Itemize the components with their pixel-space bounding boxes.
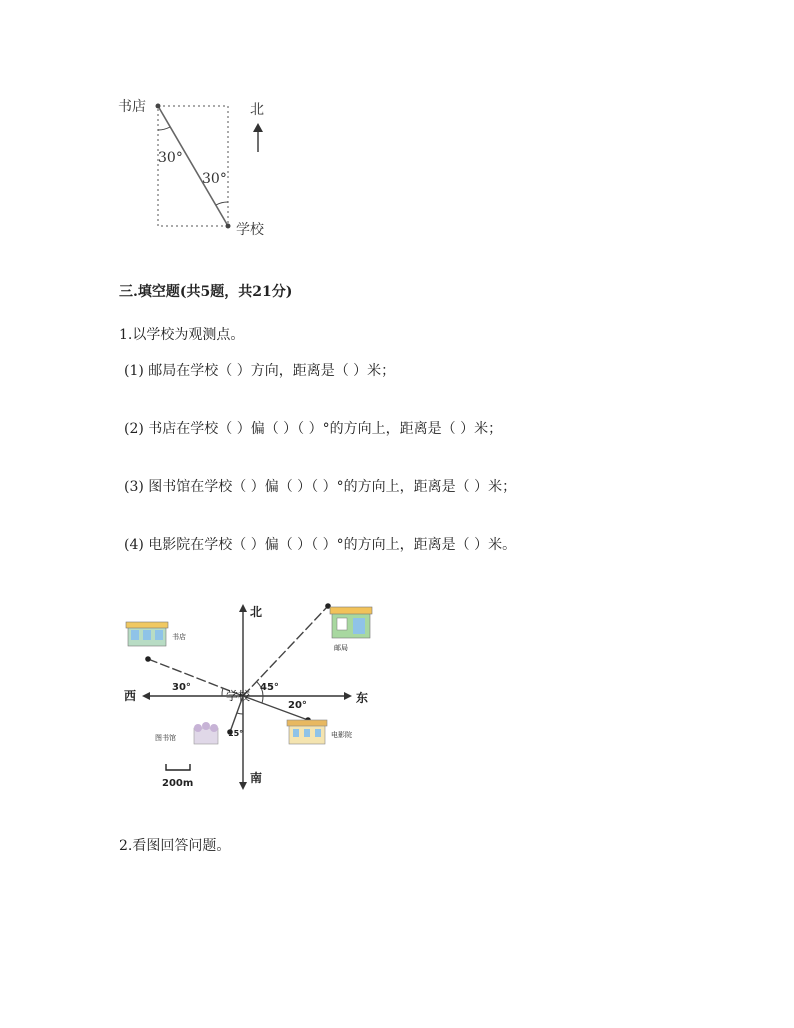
angle-label-library: 15° [228, 729, 244, 738]
west-label: 西 [124, 689, 137, 703]
south-arrowhead-icon [239, 782, 247, 790]
angle-label-bookstore: 30° [172, 682, 191, 693]
angle-arc-bottom [216, 202, 228, 205]
north-arrowhead-icon [253, 123, 263, 132]
east-arrowhead-icon [344, 692, 352, 700]
school-compass-map [118, 596, 390, 796]
question1-item-1: (1) 邮局在学校（ ）方向，距离是（ ）米； [124, 363, 396, 379]
school-center-label: 学校 [226, 689, 251, 703]
angle-arc-bookstore [222, 688, 223, 696]
school-point [226, 224, 231, 229]
question2-prompt: 2.看图回答问题。 [119, 838, 231, 854]
question1-item-3: (3) 图书馆在学校（ ）偏（ ）（ ）°的方向上，距离是（ ）米； [124, 479, 517, 495]
section-heading: 三.填空题(共5题，共21分) [119, 284, 293, 300]
bookstore-label: 书店 [118, 99, 146, 115]
west-arrowhead-icon [142, 692, 150, 700]
library-label: 图书馆 [155, 734, 176, 742]
angle-arc-top [158, 127, 170, 130]
cinema-label: 电影院 [331, 731, 352, 739]
angle-arc-cinema [262, 696, 263, 703]
cinema-building-icon [287, 720, 327, 744]
bookstore-point [156, 104, 161, 109]
post-office-label: 邮局 [334, 644, 348, 652]
bookstore-building-icon [126, 622, 168, 646]
library-building-icon [194, 722, 218, 744]
bookstore-label: 书店 [172, 633, 186, 641]
angle-arc-library [237, 713, 243, 714]
south-label: 南 [250, 771, 263, 785]
scale-label: 200m [162, 778, 194, 789]
bookstore-school-diagram [110, 92, 290, 242]
post-office-line [243, 606, 328, 696]
scale-bar [166, 764, 190, 770]
north-arrowhead-icon [239, 604, 247, 612]
question1-item-2: (2) 书店在学校（ ）偏（ ）（ ）°的方向上，距离是（ ）米； [124, 421, 503, 437]
school-label: 学校 [236, 222, 264, 238]
north-label: 北 [250, 605, 263, 619]
north-label: 北 [250, 102, 264, 118]
angle-label-post-office: 45° [260, 682, 279, 693]
post-office-building-icon [330, 607, 372, 638]
east-label: 东 [356, 691, 369, 705]
bookstore-point [145, 656, 151, 662]
bookstore-school-line [158, 106, 228, 226]
angle-label-top: 30° [158, 150, 183, 166]
question1-item-4: (4) 电影院在学校（ ）偏（ ）（ ）°的方向上，距离是（ ）米。 [124, 537, 517, 553]
question1-prompt: 1.以学校为观测点。 [119, 327, 245, 343]
angle-label-bottom: 30° [202, 171, 227, 187]
angle-label-cinema: 20° [288, 700, 307, 711]
